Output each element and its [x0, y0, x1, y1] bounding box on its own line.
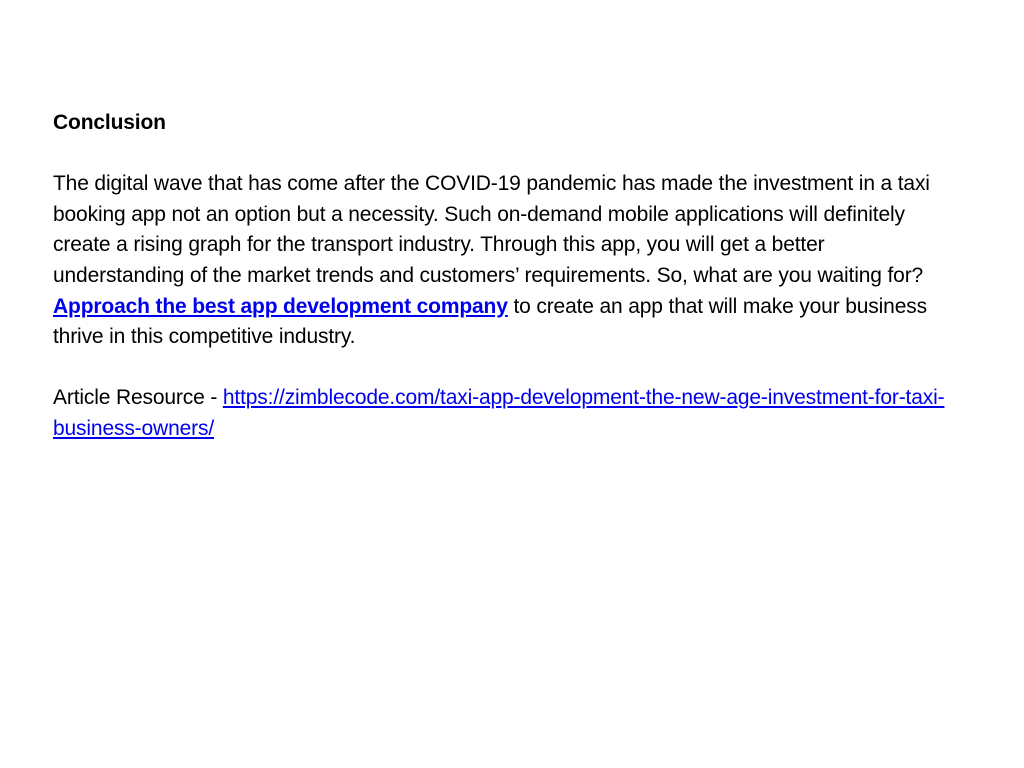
- article-resource-link[interactable]: https://zimblecode.com/taxi-app-development-the-new-age-investment-for-taxi-business-owners/: [53, 386, 945, 440]
- text-content: [53, 108, 953, 445]
- blank-line: [53, 139, 953, 170]
- paragraph-text-after-link: to create an app that will make your business thrive in this competitive industry.: [53, 294, 927, 349]
- app-development-company-link[interactable]: Approach the best app development company: [53, 294, 508, 318]
- blank-line: [53, 353, 953, 384]
- conclusion-paragraph: [53, 169, 953, 353]
- article-resource-label: Article Resource -: [53, 386, 223, 410]
- paragraph-text-before-link: The digital wave that has come after the COVID-19 pandemic has made the investment in a taxi booking app not an option but a necessity. Such on-demand mobile applications will definitely create a rising graph for the transport industry. Through this app, you will get a better understanding of the market trends and customers’ requirements. So, what are you waiting for?: [53, 172, 930, 287]
- conclusion-heading: Conclusion: [53, 111, 166, 134]
- article-resource: [53, 383, 953, 444]
